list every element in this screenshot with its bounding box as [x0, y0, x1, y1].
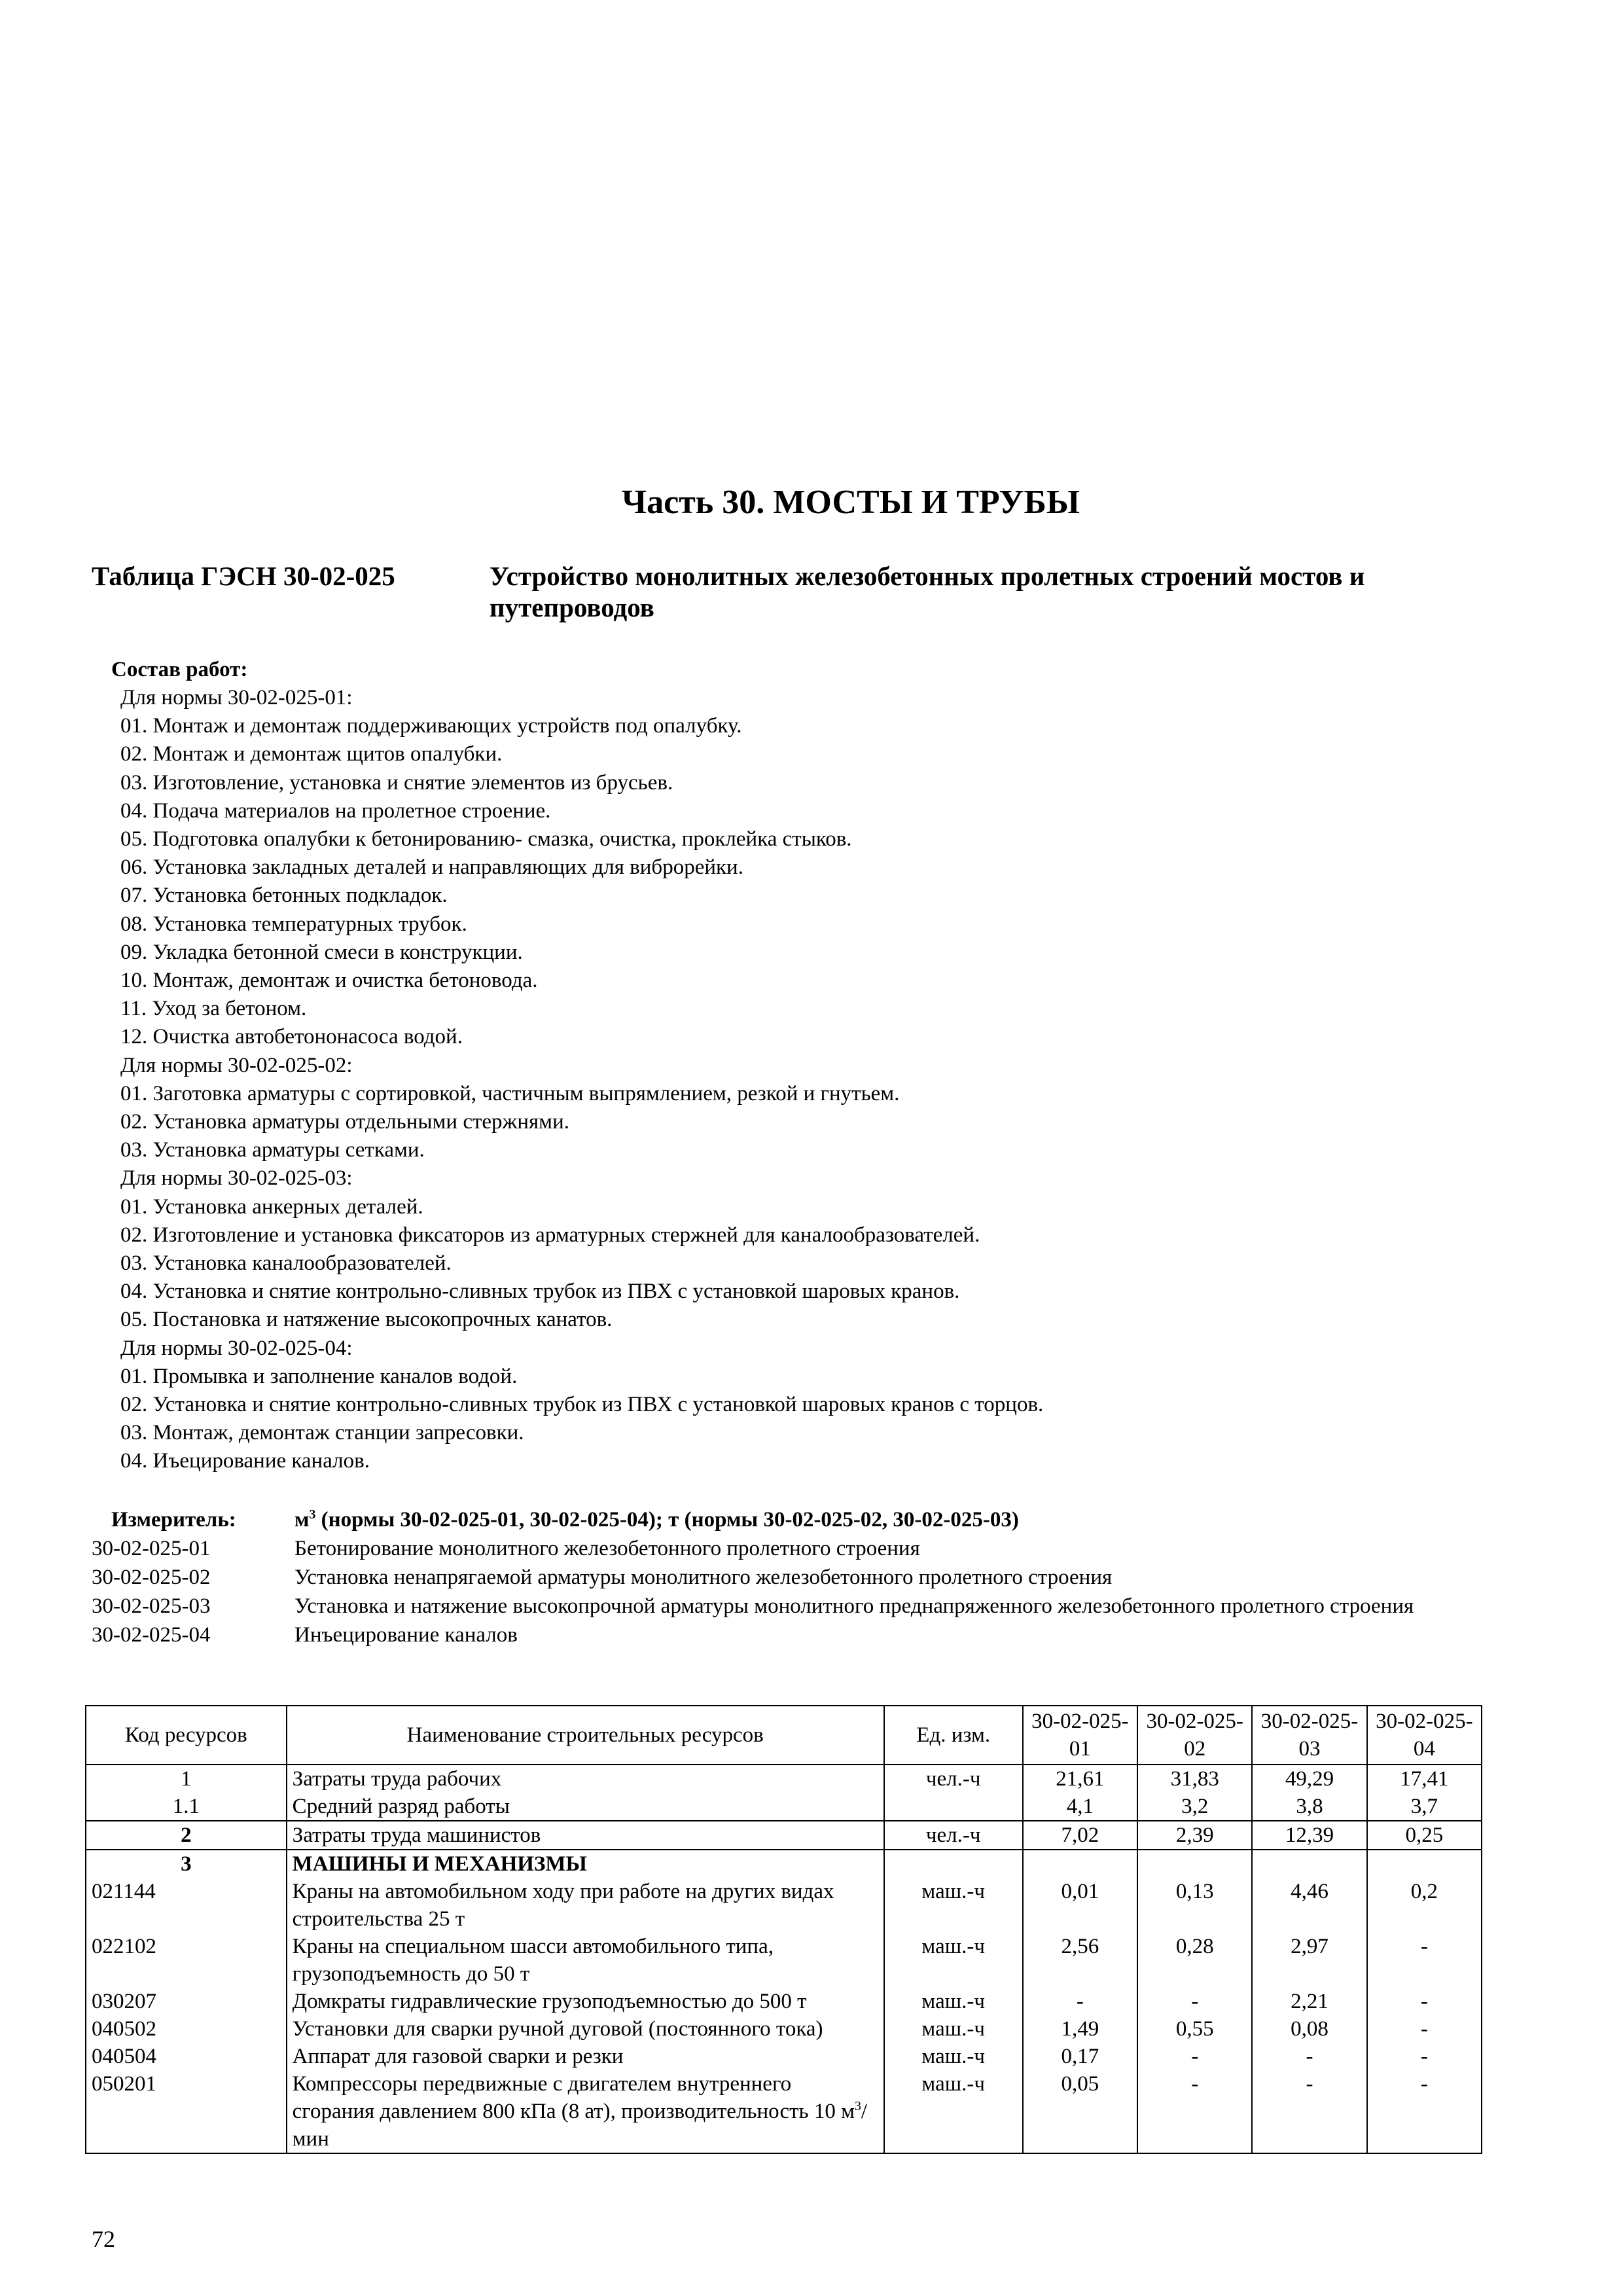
row-code: 021144 — [86, 1878, 287, 1933]
row-name: Затраты труда рабочих — [287, 1765, 884, 1793]
work-line: 02. Монтаж и демонтаж щитов опалубки. — [120, 742, 503, 766]
header-norm: 30-02-025-04 — [1367, 1706, 1482, 1765]
work-line: 02. Изготовление и установка фиксаторов из арматурных стержней для каналообразователей. — [120, 1223, 980, 1247]
meter-unit: $м^3$ (нормы 30-02-025-01, 30-02-025-04); т (нормы 30-02-025-02, 30-02-025-03) — [294, 1507, 1019, 1532]
header-name: Наименование строительных ресурсов — [287, 1706, 884, 1765]
resource-table — [85, 1705, 1482, 2154]
work-line: 01. Монтаж и демонтаж поддерживающих устройств под опалубку. — [120, 714, 742, 738]
work-line: 03. Установка каналообразователей. — [120, 1251, 452, 1276]
norm-code: 30-02-025-03 — [92, 1594, 211, 1618]
row-value: 2,56 — [1023, 1933, 1137, 1988]
row-unit: маш.-ч — [884, 1878, 1023, 1933]
norm-row — [92, 1621, 1531, 1649]
row-value: 4,46 — [1252, 1878, 1366, 1933]
row-name: Аппарат для газовой сварки и резки — [287, 2043, 884, 2070]
page-number: 72 — [92, 2226, 115, 2252]
row-name: Краны на специальном шасси автомобильного типа, грузоподъемность до 50 т — [287, 1933, 884, 1988]
row-name: Краны на автомобильном ходу при работе на других видах строительства 25 т — [287, 1878, 884, 1933]
row-unit: маш.-ч — [884, 1988, 1023, 2015]
row-value: - — [1023, 1988, 1137, 2015]
row-value — [1367, 1850, 1482, 1878]
row-value: 31,83 — [1137, 1765, 1252, 1793]
row-value: - — [1252, 2043, 1366, 2070]
row-value: - — [1137, 1988, 1252, 2015]
row-value: 4,1 — [1023, 1793, 1137, 1821]
work-line: 01. Промывка и заполнение каналов водой. — [120, 1364, 518, 1388]
row-unit: маш.-ч — [884, 2070, 1023, 2153]
row-value: 0,55 — [1137, 2015, 1252, 2043]
part-title: Часть 30. МОСТЫ И ТРУБЫ — [622, 484, 1080, 521]
row-code: 040504 — [86, 2043, 287, 2070]
work-line: 01. Установка анкерных деталей. — [120, 1194, 423, 1219]
row-value: - — [1137, 2043, 1252, 2070]
meter-label: Измеритель: — [111, 1508, 236, 1532]
row-value: 3,2 — [1137, 1793, 1252, 1821]
work-line: 01. Заготовка арматуры с сортировкой, частичным выпрямлением, резкой и гнутьем. — [120, 1081, 900, 1105]
row-value: 2,39 — [1137, 1821, 1252, 1850]
table-row — [86, 1850, 1482, 1878]
norm-code: 30-02-025-04 — [92, 1623, 211, 1647]
table-row — [86, 1793, 1482, 1821]
header-norm: 30-02-025-01 — [1023, 1706, 1137, 1765]
work-line: 03. Монтаж, демонтаж станции запресовки. — [120, 1421, 524, 1445]
row-value: - — [1367, 2015, 1482, 2043]
row-name: Установки для сварки ручной дуговой (постоянного тока) — [287, 2015, 884, 2043]
row-unit — [884, 1850, 1023, 1878]
work-line: 03. Установка арматуры сетками. — [120, 1138, 425, 1162]
norm-text: Установка и натяжение высокопрочной арматуры монолитного преднапряженного железобетонного пролетного строения — [294, 1594, 1414, 1618]
row-unit: маш.-ч — [884, 1933, 1023, 1988]
norm-row — [92, 1592, 1531, 1621]
work-line: 09. Укладка бетонной смеси в конструкции. — [120, 940, 523, 964]
row-unit — [884, 1793, 1023, 1821]
work-line: 04. Установка и снятие контрольно-сливных трубок из ПВХ с установкой шаровых кранов. — [120, 1280, 960, 1304]
work-line: 11. Уход за бетоном. — [120, 997, 307, 1021]
work-line: 12. Очистка автобетононасоса водой. — [120, 1025, 463, 1049]
table-title: Устройство монолитных железобетонных пролетных строений мостов и путепроводов — [490, 561, 1365, 622]
row-name: Затраты труда машинистов — [287, 1821, 884, 1850]
section-heading: МАШИНЫ И МЕХАНИЗМЫ — [287, 1850, 884, 1878]
row-name: Средний разряд работы — [287, 1793, 884, 1821]
work-line: Для нормы 30-02-025-04: — [120, 1336, 353, 1360]
row-code: 1 — [86, 1765, 287, 1793]
row-value: - — [1367, 1988, 1482, 2015]
work-line: 08. Установка температурных трубок. — [120, 912, 467, 936]
row-value: 0,13 — [1137, 1878, 1252, 1933]
work-line: 04. Иъецирование каналов. — [120, 1449, 370, 1473]
row-value: 3,7 — [1367, 1793, 1482, 1821]
work-line: 05. Подготовка опалубки к бетонированию- смазка, очистка, проклейка стыков. — [120, 827, 852, 852]
row-value: 0,05 — [1023, 2070, 1137, 2153]
row-value: 0,17 — [1023, 2043, 1137, 2070]
row-value — [1023, 1850, 1137, 1878]
row-value: 0,08 — [1252, 2015, 1366, 2043]
table-row — [86, 1988, 1482, 2015]
row-value: 2,97 — [1252, 1933, 1366, 1988]
row-value: 7,02 — [1023, 1821, 1137, 1850]
row-value: - — [1367, 1933, 1482, 1988]
row-value: 1,49 — [1023, 2015, 1137, 2043]
norm-code: 30-02-025-02 — [92, 1566, 211, 1589]
row-value: - — [1252, 2070, 1366, 2153]
row-code: 022102 — [86, 1933, 287, 1988]
table-row — [86, 2015, 1482, 2043]
table-row — [86, 1878, 1482, 1933]
row-value: 21,61 — [1023, 1765, 1137, 1793]
row-value — [1137, 1850, 1252, 1878]
table-row — [86, 1765, 1482, 1793]
row-code: 3 — [86, 1850, 287, 1878]
table-header-row — [86, 1706, 1482, 1765]
work-composition-heading: Состав работ: — [111, 658, 248, 681]
row-value: - — [1367, 2043, 1482, 2070]
work-composition-list — [120, 684, 1495, 1476]
meter-block — [92, 1505, 1531, 1649]
row-value: 2,21 — [1252, 1988, 1366, 2015]
work-line: 07. Установка бетонных подкладок. — [120, 884, 448, 908]
row-value: 0,25 — [1367, 1821, 1482, 1850]
table-row — [86, 2043, 1482, 2070]
row-value: - — [1137, 2070, 1252, 2153]
row-value: 0,2 — [1367, 1878, 1482, 1933]
row-value: 12,39 — [1252, 1821, 1366, 1850]
row-value: 0,01 — [1023, 1878, 1137, 1933]
row-unit: чел.-ч — [884, 1821, 1023, 1850]
work-line: 02. Установка и снятие контрольно-сливных трубок из ПВХ с установкой шаровых кранов с торцов. — [120, 1393, 1044, 1417]
row-code: 2 — [86, 1821, 287, 1850]
norm-text: Установка ненапрягаемой арматуры монолитного железобетонного пролетного строения — [294, 1566, 1113, 1589]
work-line: 06. Установка закладных деталей и направляющих для виброрейки. — [120, 855, 743, 880]
row-code: 030207 — [86, 1988, 287, 2015]
row-name: Домкраты гидравлические грузоподъемностью до 500 т — [287, 1988, 884, 2015]
norm-row — [92, 1534, 1531, 1563]
table-row — [86, 1821, 1482, 1850]
work-line: 04. Подача материалов на пролетное строение. — [120, 798, 551, 823]
row-value: 0,28 — [1137, 1933, 1252, 1988]
row-name: Компрессоры передвижные с двигателем внутреннего сгорания давлением 800 кПа (8 ат), производительность 10 $м^3$/мин — [287, 2070, 884, 2153]
table-row — [86, 2070, 1482, 2153]
norm-row — [92, 1563, 1531, 1592]
norm-text: Инъецирование каналов — [294, 1623, 518, 1647]
header-norm: 30-02-025-03 — [1252, 1706, 1366, 1765]
row-value — [1252, 1850, 1366, 1878]
table-label: Таблица ГЭСН 30-02-025 — [92, 561, 395, 591]
work-line: Для нормы 30-02-025-02: — [120, 1053, 353, 1077]
work-line: Для нормы 30-02-025-03: — [120, 1166, 353, 1191]
row-code: 1.1 — [86, 1793, 287, 1821]
meter-row — [92, 1505, 1531, 1534]
work-line: 03. Изготовление, установка и снятие элементов из брусьев. — [120, 770, 673, 795]
row-value: - — [1367, 2070, 1482, 2153]
work-line: 10. Монтаж, демонтаж и очистка бетоновода. — [120, 969, 538, 993]
work-line: 05. Постановка и натяжение высокопрочных канатов. — [120, 1308, 613, 1332]
norm-text: Бетонирование монолитного железобетонного пролетного строения — [294, 1537, 920, 1560]
work-line: 02. Установка арматуры отдельными стержнями. — [120, 1110, 569, 1134]
work-line: Для нормы 30-02-025-01: — [120, 686, 353, 709]
row-code: 040502 — [86, 2015, 287, 2043]
row-unit: маш.-ч — [884, 2043, 1023, 2070]
row-value: 17,41 — [1367, 1765, 1482, 1793]
row-value: 49,29 — [1252, 1765, 1366, 1793]
row-value: 3,8 — [1252, 1793, 1366, 1821]
row-code: 050201 — [86, 2070, 287, 2153]
header-code: Код ресурсов — [86, 1706, 287, 1765]
table-row — [86, 1933, 1482, 1988]
header-norm: 30-02-025-02 — [1137, 1706, 1252, 1765]
row-unit: маш.-ч — [884, 2015, 1023, 2043]
header-unit: Ед. изм. — [884, 1706, 1023, 1765]
norm-code: 30-02-025-01 — [92, 1537, 211, 1560]
row-unit: чел.-ч — [884, 1765, 1023, 1793]
